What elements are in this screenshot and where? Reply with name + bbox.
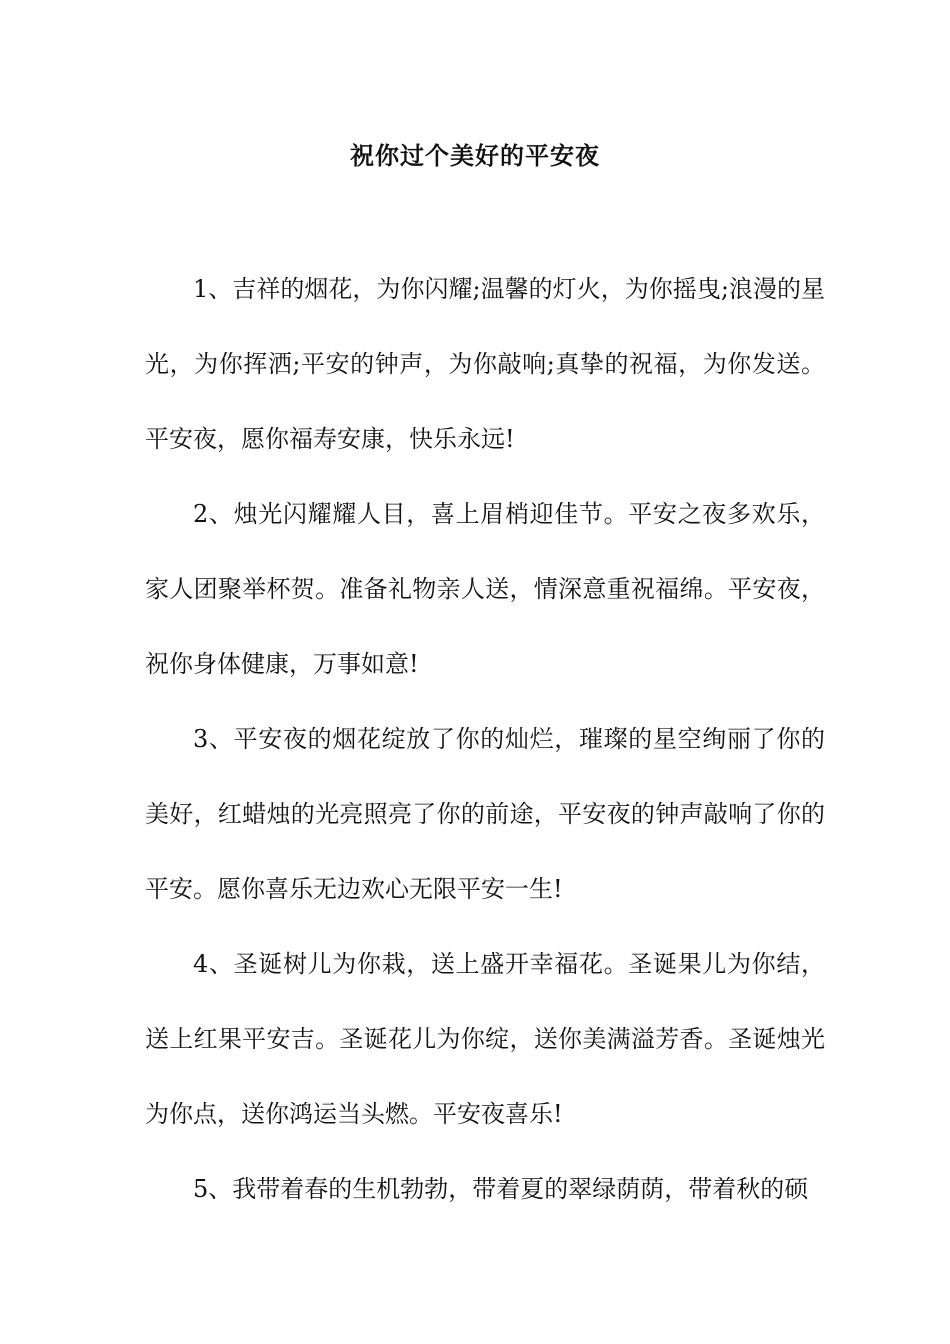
- paragraph-4: 4、圣诞树儿为你栽，送上盛开幸福花。圣诞果儿为你结，送上红果平安吉。圣诞花儿为你绽，送你美满溢芳香。圣诞烛光为你点，送你鸿运当头燃。平安夜喜乐!: [145, 950, 825, 1128]
- paragraph-2: 2、烛光闪耀耀人目，喜上眉梢迎佳节。平安之夜多欢乐，家人团聚举杯贺。准备礼物亲人送，情深意重祝福绵。平安夜，祝你身体健康，万事如意!: [145, 500, 825, 678]
- paragraph-5: 5、我带着春的生机勃勃，带着夏的翠绿荫荫，带着秋的硕: [193, 1175, 809, 1203]
- paragraph-1: 1、吉祥的烟花，为你闪耀;温馨的灯火，为你摇曳;浪漫的星光，为你挥洒;平安的钟声，为你敲响;真挚的祝福，为你发送。平安夜，愿你福寿安康，快乐永远!: [145, 275, 825, 453]
- paragraph-3: 3、平安夜的烟花绽放了你的灿烂，璀璨的星空绚丽了你的美好，红蜡烛的光亮照亮了你的前途，平安夜的钟声敲响了你的平安。愿你喜乐无边欢心无限平安一生!: [145, 725, 825, 903]
- document-title: 祝你过个美好的平安夜: [350, 141, 600, 170]
- document-body: [145, 252, 825, 1227]
